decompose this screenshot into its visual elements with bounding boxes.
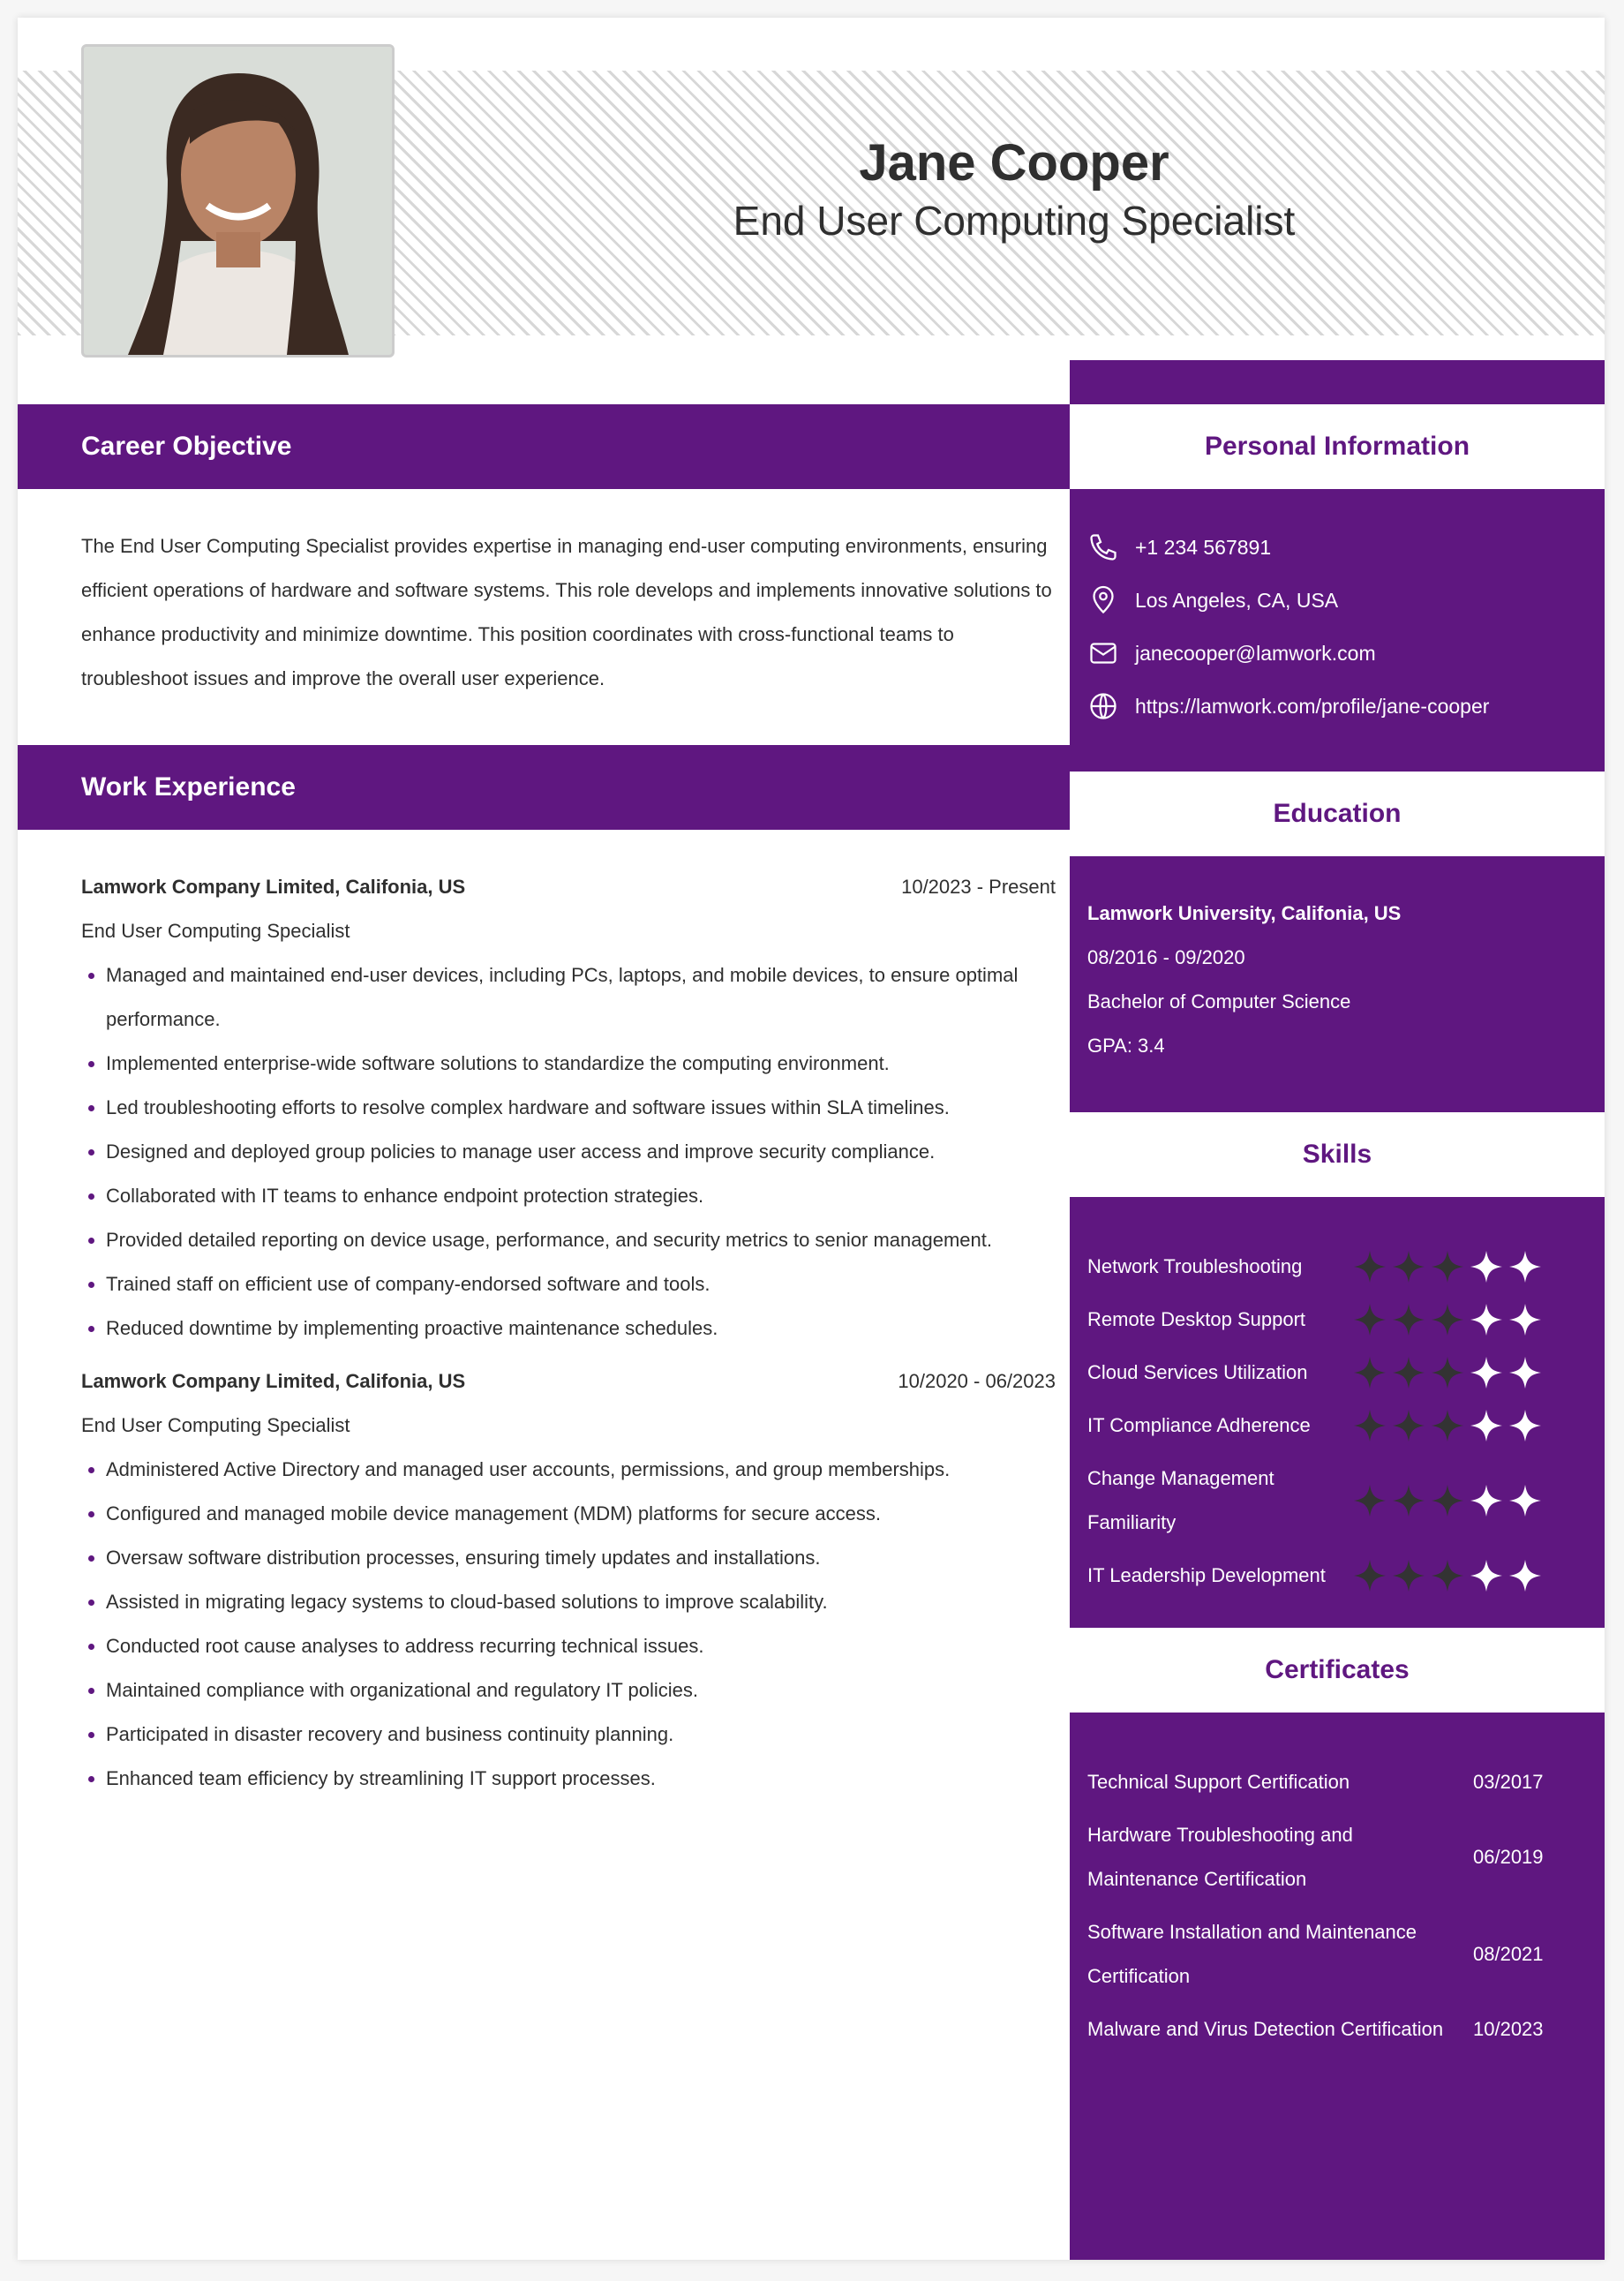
job-company: Lamwork Company Limited, Califonia, US	[81, 876, 466, 898]
star-filled-icon	[1391, 1408, 1426, 1443]
star-filled-icon	[1352, 1408, 1387, 1443]
job-bullet: • Administered Active Directory and managed user accounts, permissions, and group memberships.	[106, 1448, 1041, 1492]
globe-icon	[1087, 690, 1119, 722]
certificate-item	[1087, 2007, 1564, 2051]
job-bullet: • Led troubleshooting efforts to resolve complex hardware and software issues within SLA timelines.	[106, 1086, 1041, 1130]
skill-rating	[1352, 1558, 1543, 1593]
skills-heading: Skills	[1070, 1112, 1605, 1197]
star-filled-icon	[1391, 1249, 1426, 1284]
skill-name: Cloud Services Utilization	[1087, 1361, 1308, 1383]
job-bullet: • Trained staff on efficient use of company-endorsed software and tools.	[106, 1262, 1041, 1306]
star-empty-icon	[1507, 1558, 1543, 1593]
job-bullet: • Maintained compliance with organizational and regulatory IT policies.	[106, 1668, 1041, 1713]
certificate-item	[1087, 1910, 1564, 1999]
certificate-item	[1087, 1760, 1564, 1804]
star-empty-icon	[1507, 1355, 1543, 1390]
contact-phone	[1087, 530, 1271, 565]
email-text[interactable]: janecooper@lamwork.com	[1135, 641, 1376, 665]
skill-name: Change Management Familiarity	[1087, 1467, 1274, 1533]
star-filled-icon	[1391, 1355, 1426, 1390]
star-empty-icon	[1507, 1408, 1543, 1443]
job-bullet: • Configured and managed mobile device management (MDM) platforms for secure access.	[106, 1492, 1041, 1536]
education-school: Lamwork University, Califonia, US	[1087, 902, 1402, 924]
education-dates: 08/2016 - 09/2020	[1087, 946, 1245, 968]
skill-name: IT Leadership Development	[1087, 1564, 1326, 1586]
skill-rating	[1352, 1483, 1543, 1518]
certificate-name: Technical Support Certification	[1087, 1771, 1350, 1793]
career-objective-text: The End User Computing Specialist provides expertise in managing end-user computing environments, ensuring efficient operations of hardware and software systems. This role develops and implements innovative solutions to enhance productivity and minimize downtime. This position coordinates with cross-functional teams to troubleshoot issues and improve the overall user experience.	[81, 535, 1052, 689]
job-bullets	[81, 953, 1041, 1351]
job-bullet: • Managed and maintained end-user devices, including PCs, laptops, and mobile devices, to ensure optimal performance.	[106, 953, 1041, 1042]
star-filled-icon	[1430, 1558, 1465, 1593]
star-filled-icon	[1430, 1408, 1465, 1443]
certificate-name: Software Installation and Maintenance Certification	[1087, 1921, 1417, 1987]
candidate-name: Jane Cooper	[859, 134, 1169, 192]
skill-item	[1087, 1245, 1564, 1289]
certificate-date: 03/2017	[1473, 1771, 1544, 1793]
star-empty-icon	[1469, 1408, 1504, 1443]
phone-icon	[1087, 531, 1119, 563]
star-filled-icon	[1352, 1249, 1387, 1284]
certificate-date: 06/2019	[1473, 1846, 1544, 1868]
skill-item	[1087, 1457, 1564, 1545]
skill-item	[1087, 1351, 1564, 1395]
star-filled-icon	[1391, 1558, 1426, 1593]
skill-rating	[1352, 1408, 1543, 1443]
contact-location	[1087, 583, 1338, 618]
job-bullet: • Participated in disaster recovery and business continuity planning.	[106, 1713, 1041, 1757]
star-filled-icon	[1352, 1355, 1387, 1390]
website-link[interactable]: https://lamwork.com/profile/jane-cooper	[1135, 694, 1490, 718]
resume-content	[18, 18, 1605, 2260]
certificate-name: Malware and Virus Detection Certification	[1087, 2018, 1444, 2040]
phone-text: +1 234 567891	[1135, 535, 1272, 559]
star-empty-icon	[1469, 1355, 1504, 1390]
education-gpa: GPA: 3.4	[1087, 1035, 1165, 1057]
job-bullet: • Designed and deployed group policies to manage user access and improve security compliance.	[106, 1130, 1041, 1174]
job-bullet: • Collaborated with IT teams to enhance endpoint protection strategies.	[106, 1174, 1041, 1218]
certificate-name: Hardware Troubleshooting and Maintenance Certification	[1087, 1824, 1353, 1890]
star-empty-icon	[1507, 1302, 1543, 1337]
job-bullet: • Reduced downtime by implementing proactive maintenance schedules.	[106, 1306, 1041, 1351]
skill-item	[1087, 1404, 1564, 1448]
certificate-item	[1087, 1813, 1564, 1901]
star-empty-icon	[1469, 1558, 1504, 1593]
star-empty-icon	[1507, 1249, 1543, 1284]
job-company: Lamwork Company Limited, Califonia, US	[81, 1370, 466, 1392]
star-filled-icon	[1391, 1302, 1426, 1337]
location-text: Los Angeles, CA, USA	[1135, 588, 1339, 612]
star-empty-icon	[1469, 1483, 1504, 1518]
skill-item	[1087, 1298, 1564, 1342]
skill-name: IT Compliance Adherence	[1087, 1414, 1311, 1436]
email-icon	[1087, 637, 1119, 669]
star-empty-icon	[1469, 1249, 1504, 1284]
skill-rating	[1352, 1249, 1543, 1284]
job-bullet: • Provided detailed reporting on device usage, performance, and security metrics to senior management.	[106, 1218, 1041, 1262]
education-degree: Bachelor of Computer Science	[1087, 990, 1351, 1013]
education-heading: Education	[1070, 772, 1605, 856]
job-bullet: • Conducted root cause analyses to address recurring technical issues.	[106, 1624, 1041, 1668]
star-filled-icon	[1352, 1558, 1387, 1593]
star-filled-icon	[1352, 1302, 1387, 1337]
star-filled-icon	[1430, 1249, 1465, 1284]
location-pin-icon	[1087, 584, 1119, 616]
job-role: End User Computing Specialist	[81, 1414, 350, 1436]
certificate-date: 10/2023	[1473, 2018, 1544, 2040]
job-bullet: • Assisted in migrating legacy systems to cloud-based solutions to improve scalability.	[106, 1580, 1041, 1624]
contact-email	[1087, 636, 1376, 671]
star-filled-icon	[1430, 1302, 1465, 1337]
job-bullet: • Oversaw software distribution processes, ensuring timely updates and installations.	[106, 1536, 1041, 1580]
job-bullets	[81, 1448, 1041, 1801]
job-dates: 10/2023 - Present	[901, 876, 1056, 898]
job-dates: 10/2020 - 06/2023	[898, 1370, 1056, 1392]
career-objective-heading: Career Objective	[18, 404, 1070, 489]
skill-name: Remote Desktop Support	[1087, 1308, 1306, 1330]
job-role: End User Computing Specialist	[81, 920, 350, 942]
certificates-heading: Certificates	[1070, 1628, 1605, 1713]
star-filled-icon	[1430, 1483, 1465, 1518]
contact-website	[1087, 689, 1489, 724]
skill-name: Network Troubleshooting	[1087, 1255, 1303, 1277]
star-empty-icon	[1469, 1302, 1504, 1337]
work-experience-heading: Work Experience	[18, 745, 1070, 830]
certificate-date: 08/2021	[1473, 1943, 1544, 1965]
star-empty-icon	[1507, 1483, 1543, 1518]
job-bullet: • Enhanced team efficiency by streamlining IT support processes.	[106, 1757, 1041, 1801]
star-filled-icon	[1352, 1483, 1387, 1518]
skill-rating	[1352, 1302, 1543, 1337]
skill-rating	[1352, 1355, 1543, 1390]
candidate-title: End User Computing Specialist	[733, 198, 1296, 244]
personal-info-heading: Personal Information	[1070, 404, 1605, 489]
star-filled-icon	[1391, 1483, 1426, 1518]
star-filled-icon	[1430, 1355, 1465, 1390]
job-bullet: • Implemented enterprise-wide software solutions to standardize the computing environment.	[106, 1042, 1041, 1086]
skill-item	[1087, 1554, 1564, 1598]
